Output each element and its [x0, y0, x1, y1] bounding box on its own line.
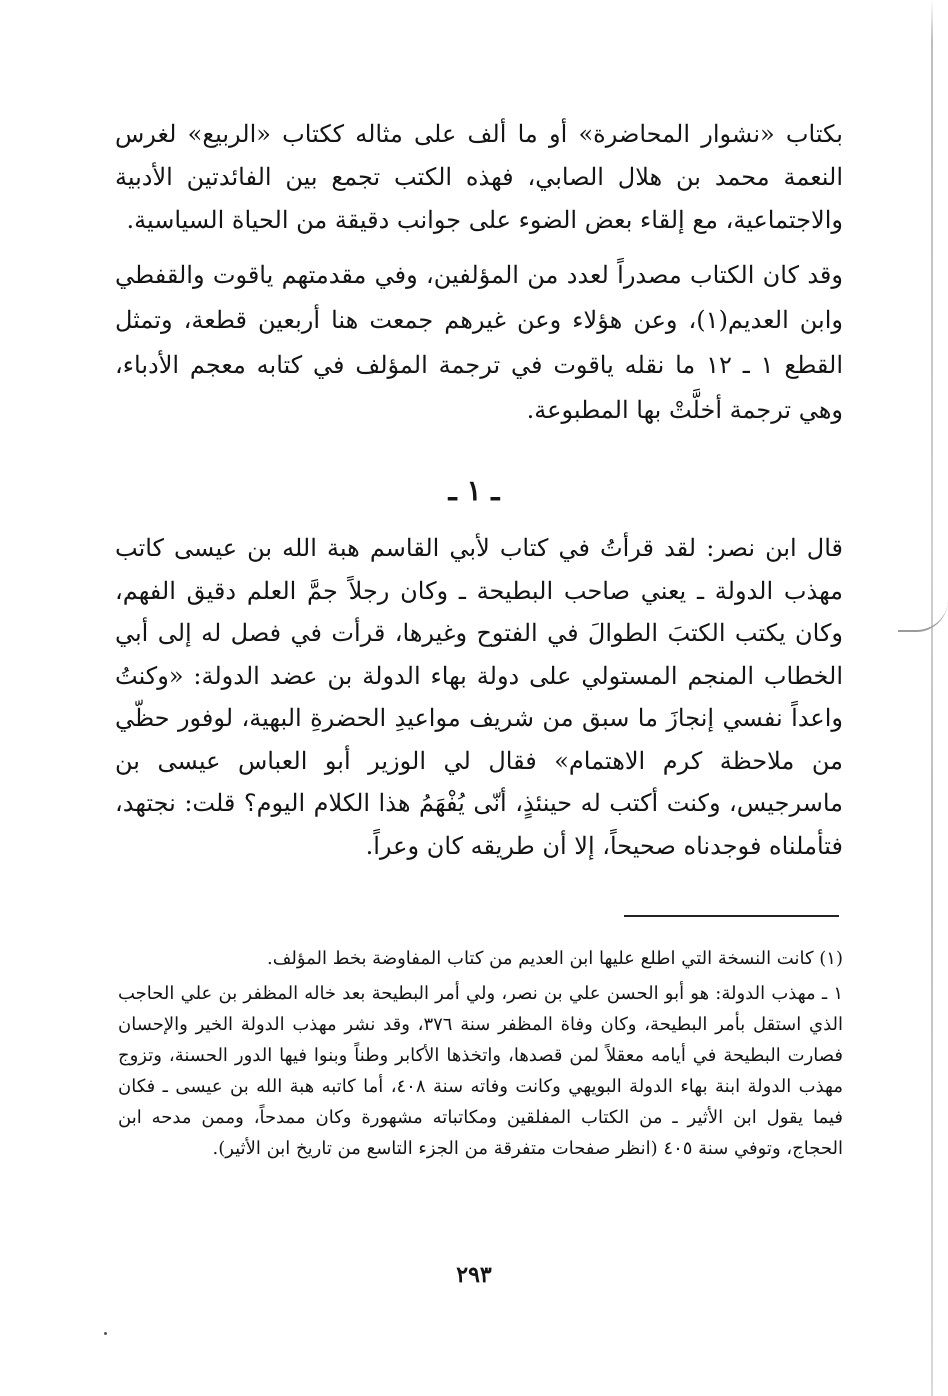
section-number: ـ ١ ـ: [448, 474, 500, 507]
section-paragraph: قال ابن نصر: لقد قرأتُ في كتاب لأبي القاسم هبة الله بن عيسى كاتب مهذب الدولة ـ يعني صاحب البطيحة ـ وكان رجلاً جمَّ العلم دقيق الفهم، وكان يكتب الكتبَ الطوالَ في الفتوح وغيرها، قرأت في فصل له إلى أبي الخطاب المنجم المستولي على دولة بهاء الدولة بن عضد الدولة: «وكنتُ واعداً نفسي إنجازَ ما سبق من شريف مواعيدِ الحضرةِ البهية، لوفور حظّي من ملاحظة كرم الاهتمام» فقال لي الوزير أبو العباس عيسى بن ماسرجيس، وكنت أكتب له حينئذٍ، أنّى يُفْهَمُ هذا الكلام اليوم؟ قلت: نجتهد، فتأملناه فوجدناه صحيحاً، إلا أن طريقه كان وعراً.: [115, 534, 844, 860]
body-paragraph-2: وقد كان الكتاب مصدراً لعدد من المؤلفين، وفي مقدمتهم ياقوت والقفطي وابن العديم(١)، وعن هؤلاء وعن غيرهم جمعت هنا أربعين قطعة، وتمثل القطع ١ ـ ١٢ ما نقله ياقوت في ترجمة المؤلف في كتابه معجم الأدباء، وهي ترجمة أخلَّتْ بها المطبوعة.: [115, 261, 843, 424]
footnote-divider: [624, 915, 839, 917]
scan-page-curl: [898, 600, 948, 632]
footnote-2: ١ ـ مهذب الدولة: هو أبو الحسن علي بن نصر، ولي أمر البطيحة بعد خاله المظفر بن علي الحاجب الذي استقل بأمر البطيحة، وكان وفاة المظفر سنة ٣٧٦، وقد نشر مهذب الدولة الخير والإحسان فصارت البطيحة في أيامه معقلاً لمن قصدها، واتخذها الأكابر وطناً وبنوا فيها الدور الحسنة، وتزوج مهذب الدولة ابنة بهاء الدولة البويهي وكانت وفاته سنة ٤٠٨، أما كاتبه هبة الله بن عيسى ـ فكان فيما يقول ابن الأثير ـ من الكتاب المفلقين ومكاتباته مشهورة وكان ممدحاً، وممن مدحه ابن الحجاج، وتوفي سنة ٤٠٥ (انظر صفحات متفرقة من الجزء التاسع من تاريخ ابن الأثير).: [118, 983, 844, 1159]
page-number: ٢٩٣: [456, 1262, 492, 1288]
body-paragraph-1: بكتاب «نشوار المحاضرة» أو ما ألف على مثاله ككتاب «الربيع» لغرس النعمة محمد بن هلال الصابي، فهذه الكتب تجمع بين الفائدتين الأدبية والاجتماعية، مع إلقاء بعض الضوء على جوانب دقيقة من الحياة السياسية.: [115, 120, 843, 234]
scan-speck: [104, 1332, 107, 1335]
scan-edge-line: [931, 0, 933, 1396]
footnote-1: (١) كانت النسخة التي اطلع عليها ابن العديم من كتاب المفاوضة بخط المؤلف.: [266, 948, 843, 969]
